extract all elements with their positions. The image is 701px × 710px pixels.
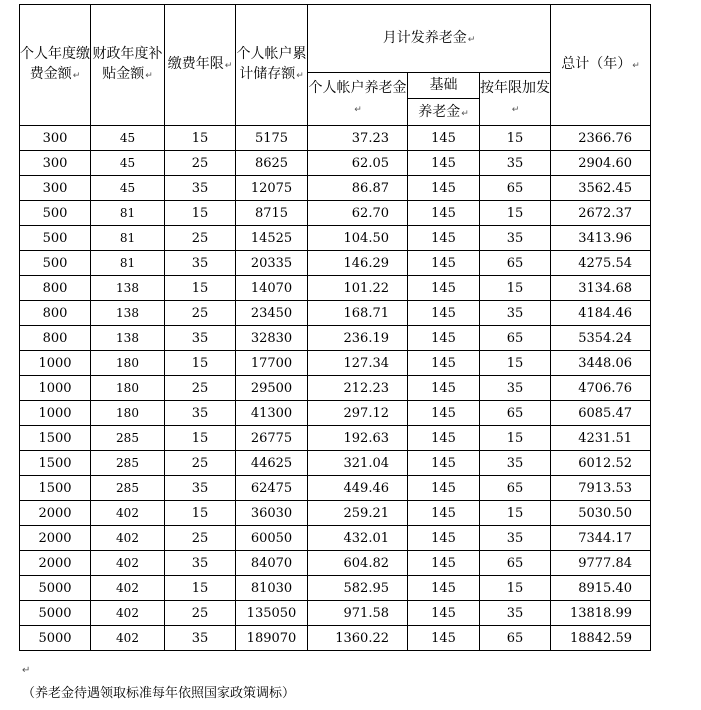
- table-row: [20, 126, 651, 151]
- table-row: [20, 376, 651, 401]
- cell-years: 15: [165, 201, 236, 226]
- table-row: [20, 176, 651, 201]
- header-basic-pension: [408, 73, 480, 126]
- header-basic-pension-bottom: 养老金↵: [418, 104, 469, 120]
- cell-account-pension: 297.12: [308, 401, 408, 426]
- cell-account-pension: 168.71: [308, 301, 408, 326]
- cell-payment: 5000: [20, 626, 91, 651]
- cell-payment: 2000: [20, 501, 91, 526]
- cell-savings: 44625: [236, 451, 308, 476]
- cell-savings: 5175: [236, 126, 308, 151]
- table-row: [20, 626, 651, 651]
- cell-total: 3448.06: [551, 351, 651, 376]
- cell-savings: 8625: [236, 151, 308, 176]
- cell-years-extra: 35: [480, 451, 551, 476]
- cell-subsidy: 180: [91, 401, 165, 426]
- cell-years: 15: [165, 501, 236, 526]
- cell-account-pension: 604.82: [308, 551, 408, 576]
- cell-basic-pension: 145: [408, 576, 480, 601]
- cell-savings: 62475: [236, 476, 308, 501]
- cell-basic-pension: 145: [408, 301, 480, 326]
- cell-subsidy: 402: [91, 576, 165, 601]
- cell-total: 2366.76: [551, 126, 651, 151]
- cell-savings: 36030: [236, 501, 308, 526]
- cell-payment: 1500: [20, 426, 91, 451]
- cell-total: 7344.17: [551, 526, 651, 551]
- cell-subsidy: 81: [91, 226, 165, 251]
- cell-account-pension: 449.46: [308, 476, 408, 501]
- cell-savings: 12075: [236, 176, 308, 201]
- cell-years: 35: [165, 551, 236, 576]
- cell-basic-pension: 145: [408, 501, 480, 526]
- cell-total: 2904.60: [551, 151, 651, 176]
- cell-total: 7913.53: [551, 476, 651, 501]
- cell-total: 4184.46: [551, 301, 651, 326]
- cell-savings: 20335: [236, 251, 308, 276]
- cell-years: 15: [165, 276, 236, 301]
- cell-account-pension: 582.95: [308, 576, 408, 601]
- cell-total: 3562.45: [551, 176, 651, 201]
- cell-years-extra: 15: [480, 576, 551, 601]
- cell-savings: 189070: [236, 626, 308, 651]
- table-row: [20, 501, 651, 526]
- cell-basic-pension: 145: [408, 426, 480, 451]
- cell-savings: 17700: [236, 351, 308, 376]
- cell-payment: 300: [20, 176, 91, 201]
- cell-years: 25: [165, 601, 236, 626]
- header-fiscal-subsidy: 财政年度补贴金额↵: [91, 5, 165, 126]
- cell-years: 35: [165, 326, 236, 351]
- cell-total: 8915.40: [551, 576, 651, 601]
- cell-years-extra: 35: [480, 526, 551, 551]
- cell-subsidy: 285: [91, 426, 165, 451]
- cell-account-pension: 321.04: [308, 451, 408, 476]
- cell-payment: 500: [20, 251, 91, 276]
- cell-basic-pension: 145: [408, 476, 480, 501]
- cell-payment: 800: [20, 301, 91, 326]
- cell-subsidy: 402: [91, 626, 165, 651]
- cell-total: 4231.51: [551, 426, 651, 451]
- cell-total: 13818.99: [551, 601, 651, 626]
- cell-account-pension: 236.19: [308, 326, 408, 351]
- cell-years: 25: [165, 376, 236, 401]
- cell-basic-pension: 145: [408, 601, 480, 626]
- cell-savings: 81030: [236, 576, 308, 601]
- table-row: [20, 251, 651, 276]
- cell-total: 9777.84: [551, 551, 651, 576]
- cell-subsidy: 180: [91, 376, 165, 401]
- cell-subsidy: 402: [91, 501, 165, 526]
- empty-paragraph-mark: ↵: [22, 665, 31, 676]
- cell-account-pension: 259.21: [308, 501, 408, 526]
- table-row: [20, 526, 651, 551]
- header-personal-account-pension: 个人帐户养老金↵: [308, 73, 408, 126]
- cell-years-extra: 65: [480, 626, 551, 651]
- cell-years-extra: 65: [480, 401, 551, 426]
- cell-years: 25: [165, 451, 236, 476]
- table-row: [20, 576, 651, 601]
- cell-savings: 41300: [236, 401, 308, 426]
- header-personal-annual-payment: 个人年度缴费金额↵: [20, 5, 91, 126]
- cell-years: 25: [165, 301, 236, 326]
- cell-years-extra: 35: [480, 601, 551, 626]
- cell-savings: 14525: [236, 226, 308, 251]
- cell-years: 15: [165, 351, 236, 376]
- header-payment-years: 缴费年限↵: [165, 5, 236, 126]
- cell-basic-pension: 145: [408, 401, 480, 426]
- table-row: [20, 401, 651, 426]
- cell-account-pension: 86.87: [308, 176, 408, 201]
- cell-basic-pension: 145: [408, 126, 480, 151]
- cell-savings: 23450: [236, 301, 308, 326]
- cell-account-pension: 146.29: [308, 251, 408, 276]
- cell-payment: 1500: [20, 451, 91, 476]
- cell-payment: 1000: [20, 376, 91, 401]
- cell-total: 6085.47: [551, 401, 651, 426]
- cell-basic-pension: 145: [408, 276, 480, 301]
- cell-savings: 14070: [236, 276, 308, 301]
- cell-years: 35: [165, 401, 236, 426]
- cell-payment: 5000: [20, 576, 91, 601]
- cell-account-pension: 1360.22: [308, 626, 408, 651]
- cell-basic-pension: 145: [408, 201, 480, 226]
- cell-subsidy: 180: [91, 351, 165, 376]
- cell-subsidy: 138: [91, 301, 165, 326]
- cell-savings: 32830: [236, 326, 308, 351]
- cell-years-extra: 15: [480, 126, 551, 151]
- table-row: [20, 351, 651, 376]
- cell-subsidy: 138: [91, 326, 165, 351]
- table-row: [20, 426, 651, 451]
- cell-payment: 2000: [20, 526, 91, 551]
- cell-years: 15: [165, 576, 236, 601]
- cell-years-extra: 65: [480, 476, 551, 501]
- cell-basic-pension: 145: [408, 626, 480, 651]
- header-years-extra: 按年限加发↵: [480, 73, 551, 126]
- cell-basic-pension: 145: [408, 551, 480, 576]
- cell-total: 3134.68: [551, 276, 651, 301]
- cell-total: 18842.59: [551, 626, 651, 651]
- cell-savings: 26775: [236, 426, 308, 451]
- cell-years-extra: 15: [480, 351, 551, 376]
- header-total: 总计（年）↵: [551, 5, 651, 126]
- cell-years: 35: [165, 176, 236, 201]
- cell-years: 15: [165, 426, 236, 451]
- cell-subsidy: 402: [91, 551, 165, 576]
- table-row: [20, 601, 651, 626]
- cell-savings: 135050: [236, 601, 308, 626]
- cell-basic-pension: 145: [408, 351, 480, 376]
- cell-subsidy: 45: [91, 151, 165, 176]
- cell-payment: 500: [20, 201, 91, 226]
- cell-savings: 60050: [236, 526, 308, 551]
- cell-years-extra: 15: [480, 201, 551, 226]
- cell-basic-pension: 145: [408, 226, 480, 251]
- cell-years-extra: 15: [480, 276, 551, 301]
- cell-savings: 84070: [236, 551, 308, 576]
- footnote: （养老金待遇领取标准每年依照国家政策调标）: [22, 686, 296, 701]
- pension-table: [19, 4, 651, 651]
- cell-account-pension: 971.58: [308, 601, 408, 626]
- cell-subsidy: 81: [91, 251, 165, 276]
- cell-years: 35: [165, 476, 236, 501]
- table-header: [20, 5, 651, 126]
- cell-account-pension: 127.34: [308, 351, 408, 376]
- cell-payment: 800: [20, 326, 91, 351]
- cell-subsidy: 81: [91, 201, 165, 226]
- table-body: [20, 126, 651, 651]
- cell-years-extra: 35: [480, 226, 551, 251]
- cell-account-pension: 432.01: [308, 526, 408, 551]
- cell-account-pension: 192.63: [308, 426, 408, 451]
- cell-total: 2672.37: [551, 201, 651, 226]
- cell-payment: 500: [20, 226, 91, 251]
- cell-basic-pension: 145: [408, 151, 480, 176]
- cell-basic-pension: 145: [408, 176, 480, 201]
- table-row: [20, 301, 651, 326]
- header-monthly-pension: 月计发养老金↵: [308, 5, 551, 73]
- cell-subsidy: 45: [91, 126, 165, 151]
- table-row: [20, 151, 651, 176]
- cell-savings: 29500: [236, 376, 308, 401]
- cell-years: 25: [165, 151, 236, 176]
- cell-years-extra: 65: [480, 551, 551, 576]
- cell-years-extra: 15: [480, 501, 551, 526]
- cell-basic-pension: 145: [408, 326, 480, 351]
- cell-subsidy: 402: [91, 601, 165, 626]
- cell-total: 3413.96: [551, 226, 651, 251]
- cell-years-extra: 35: [480, 301, 551, 326]
- cell-total: 6012.52: [551, 451, 651, 476]
- cell-savings: 8715: [236, 201, 308, 226]
- cell-total: 4275.54: [551, 251, 651, 276]
- cell-basic-pension: 145: [408, 376, 480, 401]
- table-row: [20, 451, 651, 476]
- header-basic-pension-top: 基础: [408, 73, 479, 99]
- cell-years-extra: 15: [480, 426, 551, 451]
- cell-payment: 800: [20, 276, 91, 301]
- cell-payment: 2000: [20, 551, 91, 576]
- cell-payment: 300: [20, 151, 91, 176]
- header-account-savings: 个人帐户累计储存额↵: [236, 5, 308, 126]
- cell-payment: 1000: [20, 401, 91, 426]
- cell-years-extra: 65: [480, 251, 551, 276]
- table-row: [20, 551, 651, 576]
- cell-account-pension: 104.50: [308, 226, 408, 251]
- table-row: [20, 326, 651, 351]
- cell-total: 4706.76: [551, 376, 651, 401]
- cell-years-extra: 65: [480, 326, 551, 351]
- table-row: [20, 476, 651, 501]
- table-row: [20, 226, 651, 251]
- cell-years-extra: 35: [480, 376, 551, 401]
- cell-account-pension: 37.23: [308, 126, 408, 151]
- cell-payment: 1000: [20, 351, 91, 376]
- table-row: [20, 276, 651, 301]
- cell-total: 5354.24: [551, 326, 651, 351]
- cell-account-pension: 62.05: [308, 151, 408, 176]
- cell-years: 35: [165, 251, 236, 276]
- cell-total: 5030.50: [551, 501, 651, 526]
- cell-subsidy: 285: [91, 476, 165, 501]
- cell-payment: 5000: [20, 601, 91, 626]
- cell-years: 25: [165, 226, 236, 251]
- cell-payment: 300: [20, 126, 91, 151]
- cell-years: 25: [165, 526, 236, 551]
- cell-subsidy: 285: [91, 451, 165, 476]
- cell-basic-pension: 145: [408, 526, 480, 551]
- cell-years-extra: 65: [480, 176, 551, 201]
- cell-subsidy: 138: [91, 276, 165, 301]
- cell-subsidy: 402: [91, 526, 165, 551]
- cell-years: 35: [165, 626, 236, 651]
- cell-subsidy: 45: [91, 176, 165, 201]
- cell-years-extra: 35: [480, 151, 551, 176]
- cell-basic-pension: 145: [408, 251, 480, 276]
- cell-account-pension: 212.23: [308, 376, 408, 401]
- table-row: [20, 201, 651, 226]
- cell-years: 15: [165, 126, 236, 151]
- cell-account-pension: 62.70: [308, 201, 408, 226]
- document-page: [19, 4, 651, 651]
- cell-payment: 1500: [20, 476, 91, 501]
- cell-account-pension: 101.22: [308, 276, 408, 301]
- cell-basic-pension: 145: [408, 451, 480, 476]
